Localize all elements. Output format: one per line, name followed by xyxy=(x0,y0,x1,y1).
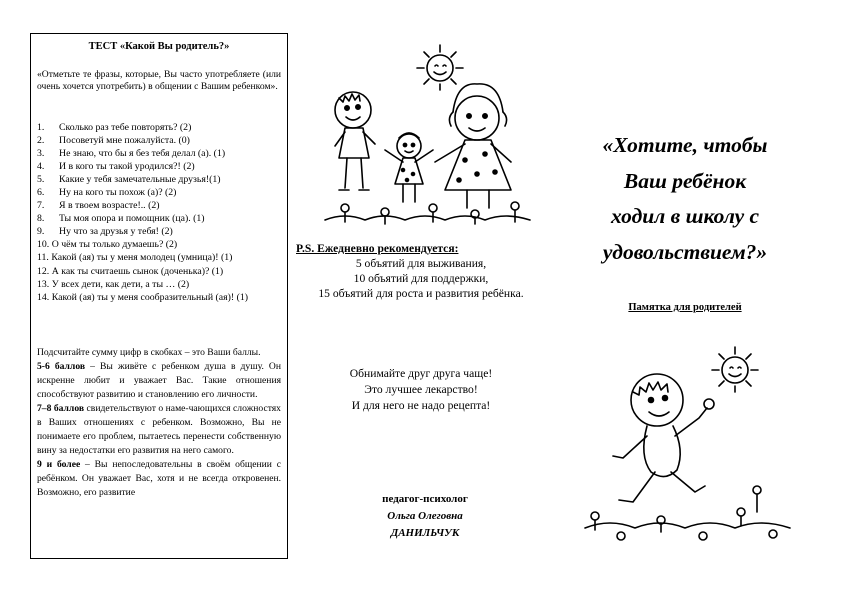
item-text: Посоветуй мне пожалуйста. (0) xyxy=(59,135,190,147)
test-title: ТЕСТ «Какой Вы родитель?» xyxy=(88,41,230,52)
item-text: Ну на кого ты похож (а)? (2) xyxy=(59,187,177,199)
item-number: 3. xyxy=(37,148,45,160)
item-text: 12. А как ты считаешь сынок (доченька)? (1) xyxy=(37,265,224,277)
test-intro: «Отметьте те фразы, которые, Вы часто употребляете (или очень хочется употребить) в общении с Вашим ребенком». xyxy=(37,69,281,92)
list-item xyxy=(37,291,281,304)
list-item xyxy=(37,265,281,278)
list-item xyxy=(37,121,281,134)
list-item xyxy=(37,199,281,212)
ps-line-3: 15 объятий для роста и развития ребёнка. xyxy=(318,287,524,300)
result-heading: 5-6 баллов xyxy=(37,361,86,372)
hug-message xyxy=(296,366,546,414)
list-item xyxy=(37,225,281,238)
ps-heading: P.S. Ежедневно рекомендуется: xyxy=(296,242,459,255)
hug-line-1: Обнимайте друг друга чаще! xyxy=(349,367,493,380)
author-name: Ольга Олеговна xyxy=(387,510,463,522)
list-item xyxy=(37,186,281,199)
item-number: 2. xyxy=(37,135,45,147)
list-item xyxy=(37,238,281,251)
item-text: 13. У всех дети, как дети, а ты … (2) xyxy=(37,278,190,290)
item-text: Не знаю, что бы я без тебя делал (а). (1) xyxy=(59,148,226,160)
item-number: 8. xyxy=(37,213,45,225)
item-number: 9. xyxy=(37,226,45,238)
headline-line-3: ходил в школу с xyxy=(610,204,760,228)
item-text: Какие у тебя замечательные друзья!(1) xyxy=(59,174,221,186)
test-question-list xyxy=(37,121,281,304)
list-item xyxy=(37,251,281,264)
result-5-6 xyxy=(37,360,281,402)
result-9-plus xyxy=(37,458,281,500)
author-block xyxy=(330,491,520,542)
item-number: 1. xyxy=(37,122,45,133)
author-surname: ДАНИЛЬЧУК xyxy=(390,527,460,539)
headline-line-1: «Хотите, чтобы xyxy=(602,133,768,157)
list-item xyxy=(37,134,281,147)
list-item xyxy=(37,278,281,291)
hug-line-2: Это лучшее лекарство! xyxy=(364,383,478,396)
brochure-headline xyxy=(565,128,805,270)
item-number: 4. xyxy=(37,161,45,173)
result-7-8 xyxy=(37,402,281,458)
summary-text: Подсчитайте сумму цифр в скобках – это Ваши баллы. xyxy=(37,347,261,358)
family-with-sun-drawing xyxy=(325,40,535,235)
headline-line-4: удовольствием?» xyxy=(602,239,768,264)
list-item xyxy=(37,160,281,173)
result-heading: 7–8 баллов xyxy=(37,403,85,414)
result-text: – Вы живёте с ребенком душа в душу. Он искренне любит и уважает Вас. Такие отношения способствуют развитию и становлению его личности. xyxy=(37,361,281,400)
ps-recommendation xyxy=(296,241,546,301)
hug-line-3: И для него не надо рецепта! xyxy=(351,399,491,412)
list-item xyxy=(37,173,281,186)
memo-subtitle: Памятка для родителей xyxy=(628,302,742,313)
item-text: Ну что за друзья у тебя! (2) xyxy=(59,226,173,238)
item-number: 6. xyxy=(37,187,45,199)
item-text: Я в твоем возрасте!.. (2) xyxy=(59,200,160,212)
item-number: 7. xyxy=(37,200,45,212)
list-item xyxy=(37,212,281,225)
headline-line-2: Ваш ребёнок xyxy=(623,168,747,193)
item-number: 5. xyxy=(37,174,45,186)
ps-line-2: 10 объятий для поддержки, xyxy=(353,272,489,285)
list-item xyxy=(37,147,281,160)
item-text: 11. Какой (ая) ты у меня молодец (умница)! (1) xyxy=(37,252,233,264)
result-text: – Вы непоследовательны в своём общении с ребёнком. Он уважает Вас, хотя и не всегда откровенен. Возможно, его развитие xyxy=(37,459,281,498)
item-text: 14. Какой (ая) ты у меня сообразительный (ая)! (1) xyxy=(37,291,249,303)
item-text: И в кого ты такой уродился?! (2) xyxy=(59,161,195,173)
ps-line-1: 5 объятий для выживания, xyxy=(355,257,487,270)
item-text: Ты моя опора и помощник (ца). (1) xyxy=(59,213,205,225)
result-text: свидетельствуют о наме-чающихся сложностях в Ваших отношениях с ребенком. Возможно, Вы не понимаете его проблем, пытаетесь перенести собственную вину за недостатки его развития на него самого. xyxy=(37,403,281,456)
test-results xyxy=(37,346,281,500)
author-role: педагог-психолог xyxy=(382,493,468,505)
item-text: Сколько раз тебе повторять? (2) xyxy=(59,122,192,133)
running-child-with-sun-drawing xyxy=(585,340,790,550)
result-heading: 9 и более xyxy=(37,459,81,470)
item-text: 10. О чём ты только думаешь? (2) xyxy=(37,239,178,251)
